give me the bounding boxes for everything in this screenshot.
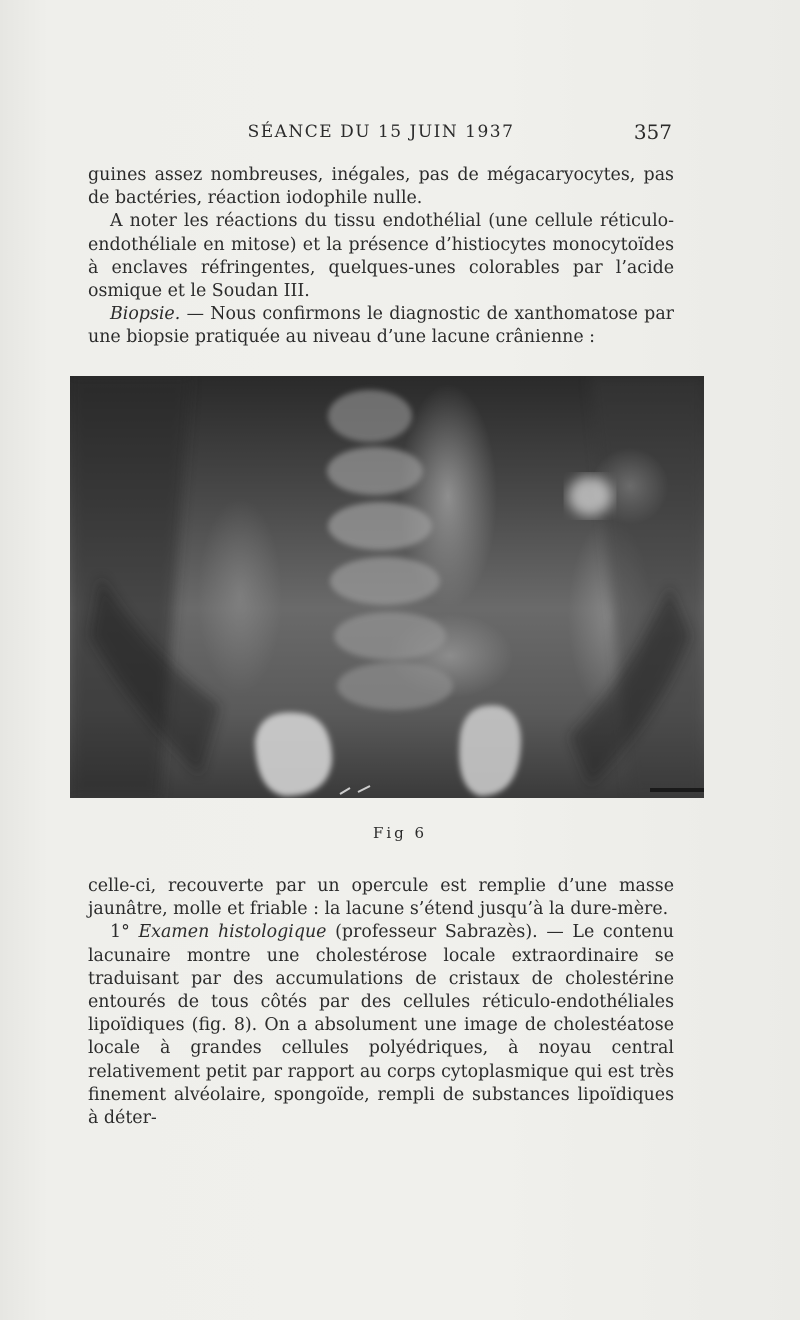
- xray-image: [70, 376, 704, 798]
- page-number: 357: [633, 120, 672, 144]
- biopsie-heading: Biopsie.: [110, 304, 181, 325]
- paragraph-5: [88, 921, 674, 1130]
- figure-caption: Fig 6: [372, 824, 428, 842]
- paragraph-3: [88, 303, 674, 349]
- examen-heading: Examen histologique: [138, 922, 327, 943]
- running-head: [90, 118, 672, 148]
- paragraph-1: guines assez nombreuses, inégales, pas de mégacaryocytes, pas de bactéries, réaction iodophile nulle.: [88, 165, 674, 209]
- running-title: SÉANCE DU 15 JUIN 1937: [247, 122, 515, 142]
- paragraph-2: A noter les réactions du tissu endothélial (une cellule réticulo-endothéliale en mitose) et la présence d’histiocytes monocytoïdes à enclaves réfringentes, quelques-unes colorables par l’acide osmique et le Soudan III.: [88, 211, 674, 302]
- text-block-bottom: [88, 875, 674, 1130]
- paragraph-5-text: (professeur Sabrazès). — Le contenu lacunaire montre une cholestérose locale extraordinaire se traduisant par des accumulations de cristaux de cholestérine entourés de tous côtés par des cellules réticulo-endothéliales lipoïdiques (fig. 8). On a absolument une image de cholestéatose locale à grandes cellules polyédriques, à noyau central relativement petit par rapport au corps cytoplasmique qui est très finement alvéolaire, spongoïde, rempli de substances lipoïdiques à déter-: [88, 922, 674, 1129]
- paragraph-5-number: 1°: [110, 922, 139, 943]
- paragraph-3-text: — Nous confirmons le diagnostic de xanthomatose par une biopsie pratiquée au niveau d’une lacune crânienne :: [88, 304, 674, 348]
- paragraph-4: celle-ci, recouverte par un opercule est remplie d’une masse jaunâtre, molle et friable : la lacune s’étend jusqu’à la dure-mère.: [88, 876, 674, 920]
- text-block-top: [88, 164, 674, 350]
- xray-figure: [70, 376, 704, 798]
